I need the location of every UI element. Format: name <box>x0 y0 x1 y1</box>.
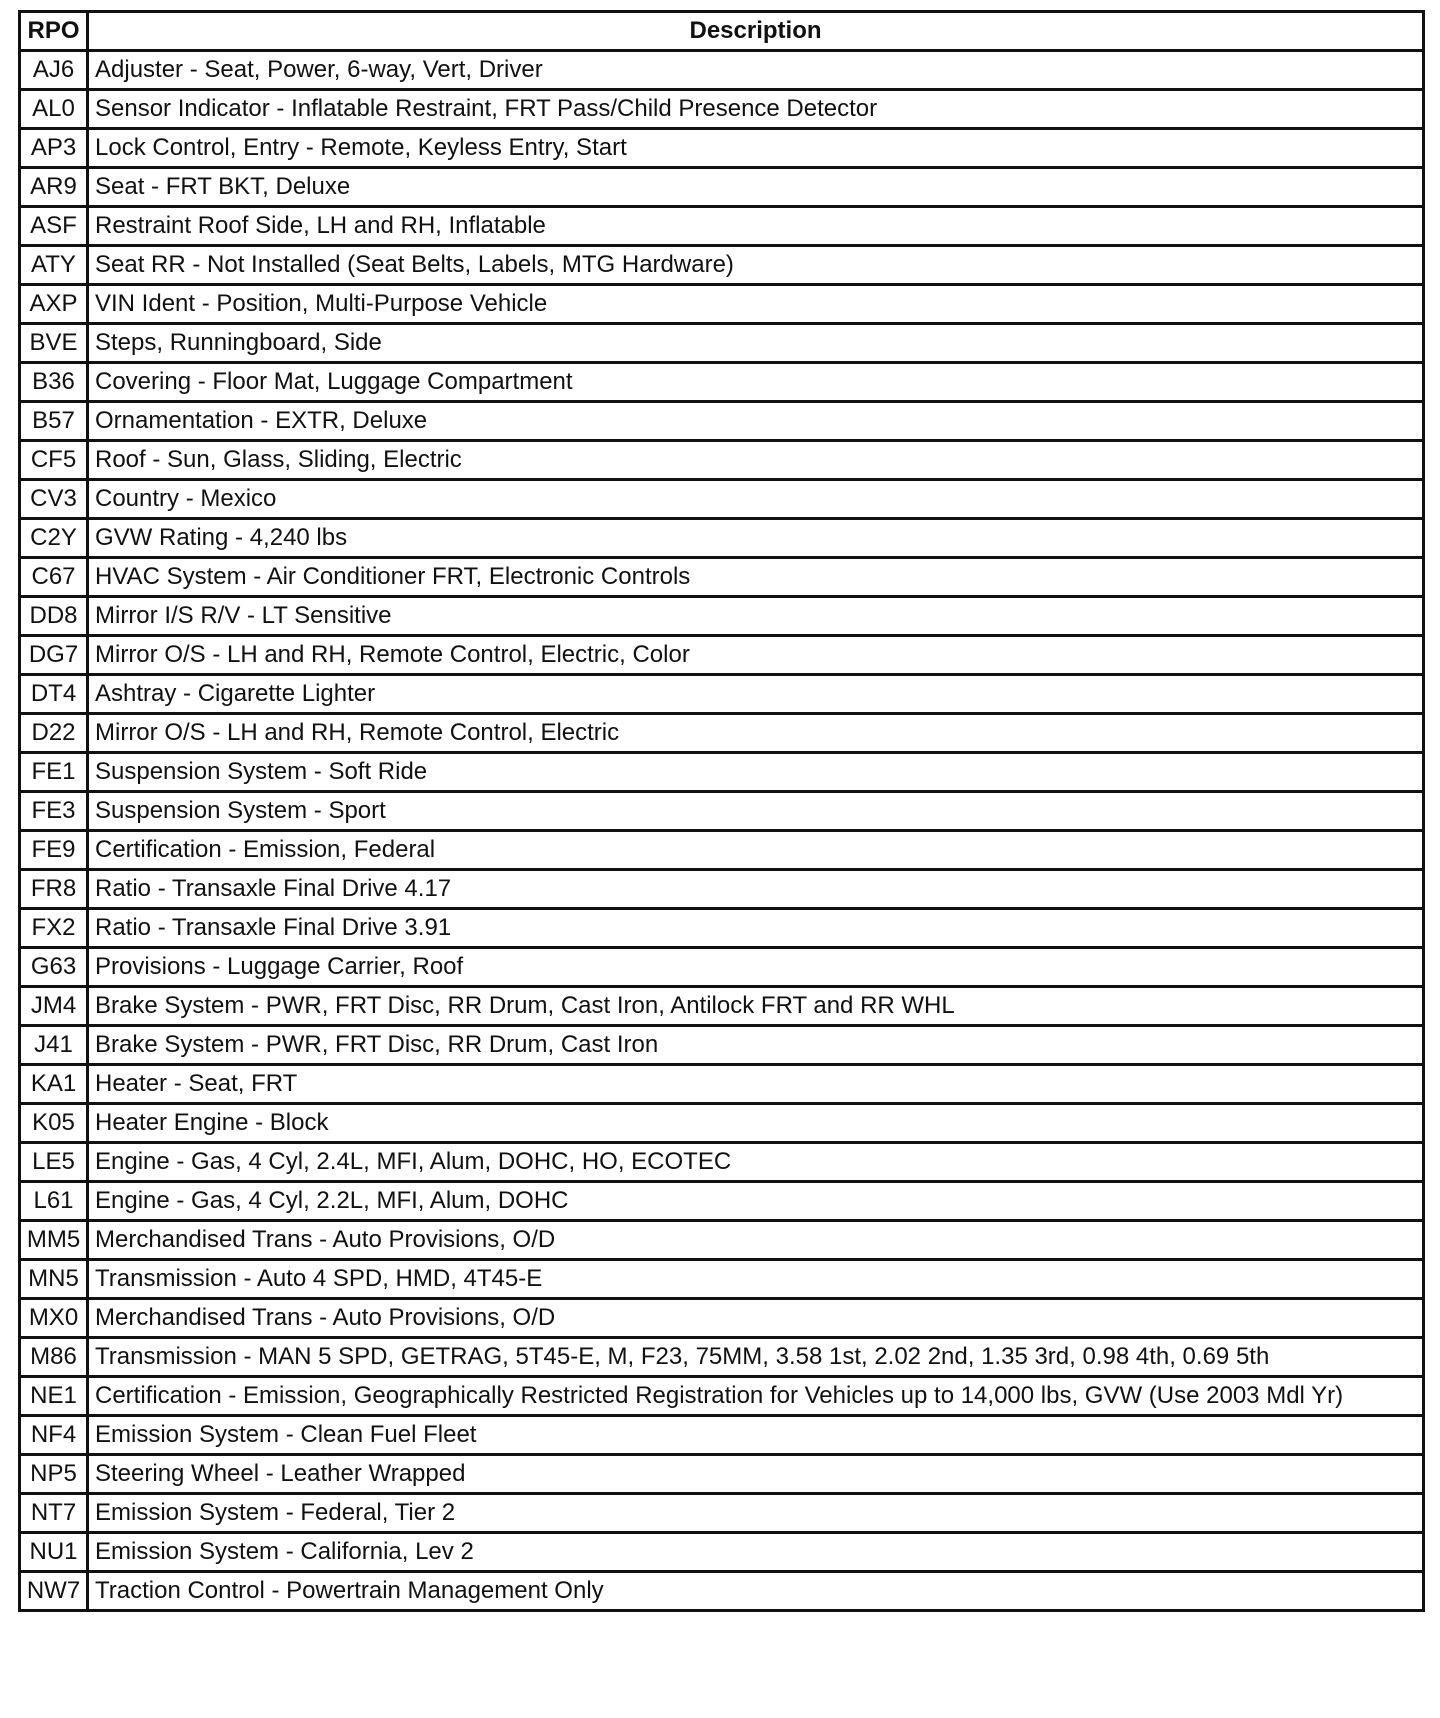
description-cell: Steps, Runningboard, Side <box>88 324 1424 363</box>
rpo-code-cell: FE3 <box>20 792 88 831</box>
table-row <box>20 909 1424 948</box>
description-cell: Mirror O/S - LH and RH, Remote Control, Electric, Color <box>88 636 1424 675</box>
rpo-code-cell: DD8 <box>20 597 88 636</box>
rpo-code-cell: M86 <box>20 1338 88 1377</box>
rpo-code-cell: ASF <box>20 207 88 246</box>
rpo-column-header: RPO <box>20 12 88 51</box>
description-cell: Brake System - PWR, FRT Disc, RR Drum, Cast Iron <box>88 1026 1424 1065</box>
rpo-code-cell: AXP <box>20 285 88 324</box>
table-row <box>20 519 1424 558</box>
table-row <box>20 480 1424 519</box>
table-row <box>20 363 1424 402</box>
rpo-code-cell: MM5 <box>20 1221 88 1260</box>
table-row <box>20 753 1424 792</box>
description-cell: GVW Rating - 4,240 lbs <box>88 519 1424 558</box>
table-row <box>20 1221 1424 1260</box>
rpo-code-cell: FE9 <box>20 831 88 870</box>
table-row <box>20 402 1424 441</box>
table-row <box>20 1533 1424 1572</box>
table-row <box>20 1182 1424 1221</box>
table-row <box>20 246 1424 285</box>
description-cell: Engine - Gas, 4 Cyl, 2.2L, MFI, Alum, DOHC <box>88 1182 1424 1221</box>
rpo-code-cell: CF5 <box>20 441 88 480</box>
rpo-code-cell: J41 <box>20 1026 88 1065</box>
description-cell: Ashtray - Cigarette Lighter <box>88 675 1424 714</box>
table-body <box>20 51 1424 1611</box>
header-row <box>20 12 1424 51</box>
table-row <box>20 1377 1424 1416</box>
description-cell: HVAC System - Air Conditioner FRT, Electronic Controls <box>88 558 1424 597</box>
rpo-code-cell: DG7 <box>20 636 88 675</box>
description-cell: Seat RR - Not Installed (Seat Belts, Labels, MTG Hardware) <box>88 246 1424 285</box>
table-row <box>20 1299 1424 1338</box>
description-cell: Transmission - MAN 5 SPD, GETRAG, 5T45-E, M, F23, 75MM, 3.58 1st, 2.02 2nd, 1.35 3rd, 0.98 4th, 0.69 5th <box>88 1338 1424 1377</box>
description-cell: Traction Control - Powertrain Management Only <box>88 1572 1424 1611</box>
table-row <box>20 597 1424 636</box>
rpo-table-container <box>18 10 1422 1612</box>
description-cell: Merchandised Trans - Auto Provisions, O/D <box>88 1221 1424 1260</box>
rpo-code-cell: NU1 <box>20 1533 88 1572</box>
rpo-code-cell: FX2 <box>20 909 88 948</box>
description-column-header: Description <box>88 12 1424 51</box>
table-row <box>20 207 1424 246</box>
table-row <box>20 948 1424 987</box>
rpo-code-cell: NT7 <box>20 1494 88 1533</box>
table-row <box>20 1494 1424 1533</box>
table-row <box>20 1026 1424 1065</box>
rpo-code-cell: FR8 <box>20 870 88 909</box>
description-cell: Brake System - PWR, FRT Disc, RR Drum, Cast Iron, Antilock FRT and RR WHL <box>88 987 1424 1026</box>
description-cell: Lock Control, Entry - Remote, Keyless Entry, Start <box>88 129 1424 168</box>
description-cell: Certification - Emission, Federal <box>88 831 1424 870</box>
description-cell: Emission System - California, Lev 2 <box>88 1533 1424 1572</box>
table-row <box>20 987 1424 1026</box>
table-row <box>20 90 1424 129</box>
description-cell: Suspension System - Sport <box>88 792 1424 831</box>
table-row <box>20 285 1424 324</box>
description-cell: Suspension System - Soft Ride <box>88 753 1424 792</box>
description-cell: Roof - Sun, Glass, Sliding, Electric <box>88 441 1424 480</box>
rpo-code-cell: L61 <box>20 1182 88 1221</box>
description-cell: Emission System - Federal, Tier 2 <box>88 1494 1424 1533</box>
table-row <box>20 1416 1424 1455</box>
description-cell: Ratio - Transaxle Final Drive 4.17 <box>88 870 1424 909</box>
table-row <box>20 1260 1424 1299</box>
table-row <box>20 1455 1424 1494</box>
table-row <box>20 1572 1424 1611</box>
description-cell: Emission System - Clean Fuel Fleet <box>88 1416 1424 1455</box>
rpo-code-cell: AR9 <box>20 168 88 207</box>
rpo-code-cell: AJ6 <box>20 51 88 90</box>
rpo-code-cell: KA1 <box>20 1065 88 1104</box>
table-row <box>20 129 1424 168</box>
table-row <box>20 792 1424 831</box>
description-cell: Certification - Emission, Geographically Restricted Registration for Vehicles up to 14,000 lbs, GVW (Use 2003 Mdl Yr) <box>88 1377 1424 1416</box>
table-row <box>20 441 1424 480</box>
rpo-code-cell: MN5 <box>20 1260 88 1299</box>
table-row <box>20 168 1424 207</box>
rpo-code-cell: DT4 <box>20 675 88 714</box>
description-cell: Ornamentation - EXTR, Deluxe <box>88 402 1424 441</box>
description-cell: Heater Engine - Block <box>88 1104 1424 1143</box>
table-row <box>20 1143 1424 1182</box>
rpo-code-cell: NP5 <box>20 1455 88 1494</box>
description-cell: Provisions - Luggage Carrier, Roof <box>88 948 1424 987</box>
rpo-code-cell: NF4 <box>20 1416 88 1455</box>
rpo-code-cell: NE1 <box>20 1377 88 1416</box>
table-row <box>20 1338 1424 1377</box>
description-cell: Sensor Indicator - Inflatable Restraint, FRT Pass/Child Presence Detector <box>88 90 1424 129</box>
description-cell: Heater - Seat, FRT <box>88 1065 1424 1104</box>
rpo-code-cell: BVE <box>20 324 88 363</box>
rpo-code-cell: AP3 <box>20 129 88 168</box>
description-cell: Seat - FRT BKT, Deluxe <box>88 168 1424 207</box>
rpo-code-cell: K05 <box>20 1104 88 1143</box>
rpo-code-cell: G63 <box>20 948 88 987</box>
description-cell: Engine - Gas, 4 Cyl, 2.4L, MFI, Alum, DOHC, HO, ECOTEC <box>88 1143 1424 1182</box>
table-row <box>20 51 1424 90</box>
rpo-code-cell: CV3 <box>20 480 88 519</box>
rpo-code-cell: JM4 <box>20 987 88 1026</box>
rpo-code-cell: FE1 <box>20 753 88 792</box>
description-cell: Steering Wheel - Leather Wrapped <box>88 1455 1424 1494</box>
description-cell: VIN Ident - Position, Multi-Purpose Vehicle <box>88 285 1424 324</box>
rpo-table <box>18 10 1425 1612</box>
rpo-code-cell: B36 <box>20 363 88 402</box>
table-row <box>20 324 1424 363</box>
description-cell: Restraint Roof Side, LH and RH, Inflatable <box>88 207 1424 246</box>
description-cell: Transmission - Auto 4 SPD, HMD, 4T45-E <box>88 1260 1424 1299</box>
table-row <box>20 1065 1424 1104</box>
description-cell: Mirror I/S R/V - LT Sensitive <box>88 597 1424 636</box>
description-cell: Covering - Floor Mat, Luggage Compartment <box>88 363 1424 402</box>
description-cell: Mirror O/S - LH and RH, Remote Control, Electric <box>88 714 1424 753</box>
table-row <box>20 636 1424 675</box>
rpo-code-cell: ATY <box>20 246 88 285</box>
table-row <box>20 1104 1424 1143</box>
table-header <box>20 12 1424 51</box>
description-cell: Country - Mexico <box>88 480 1424 519</box>
table-row <box>20 714 1424 753</box>
rpo-code-cell: B57 <box>20 402 88 441</box>
rpo-code-cell: C2Y <box>20 519 88 558</box>
description-cell: Adjuster - Seat, Power, 6-way, Vert, Driver <box>88 51 1424 90</box>
table-row <box>20 675 1424 714</box>
rpo-code-cell: D22 <box>20 714 88 753</box>
description-cell: Ratio - Transaxle Final Drive 3.91 <box>88 909 1424 948</box>
rpo-code-cell: LE5 <box>20 1143 88 1182</box>
rpo-code-cell: C67 <box>20 558 88 597</box>
table-row <box>20 870 1424 909</box>
rpo-code-cell: AL0 <box>20 90 88 129</box>
table-row <box>20 831 1424 870</box>
description-cell: Merchandised Trans - Auto Provisions, O/D <box>88 1299 1424 1338</box>
rpo-code-cell: NW7 <box>20 1572 88 1611</box>
rpo-code-cell: MX0 <box>20 1299 88 1338</box>
table-row <box>20 558 1424 597</box>
